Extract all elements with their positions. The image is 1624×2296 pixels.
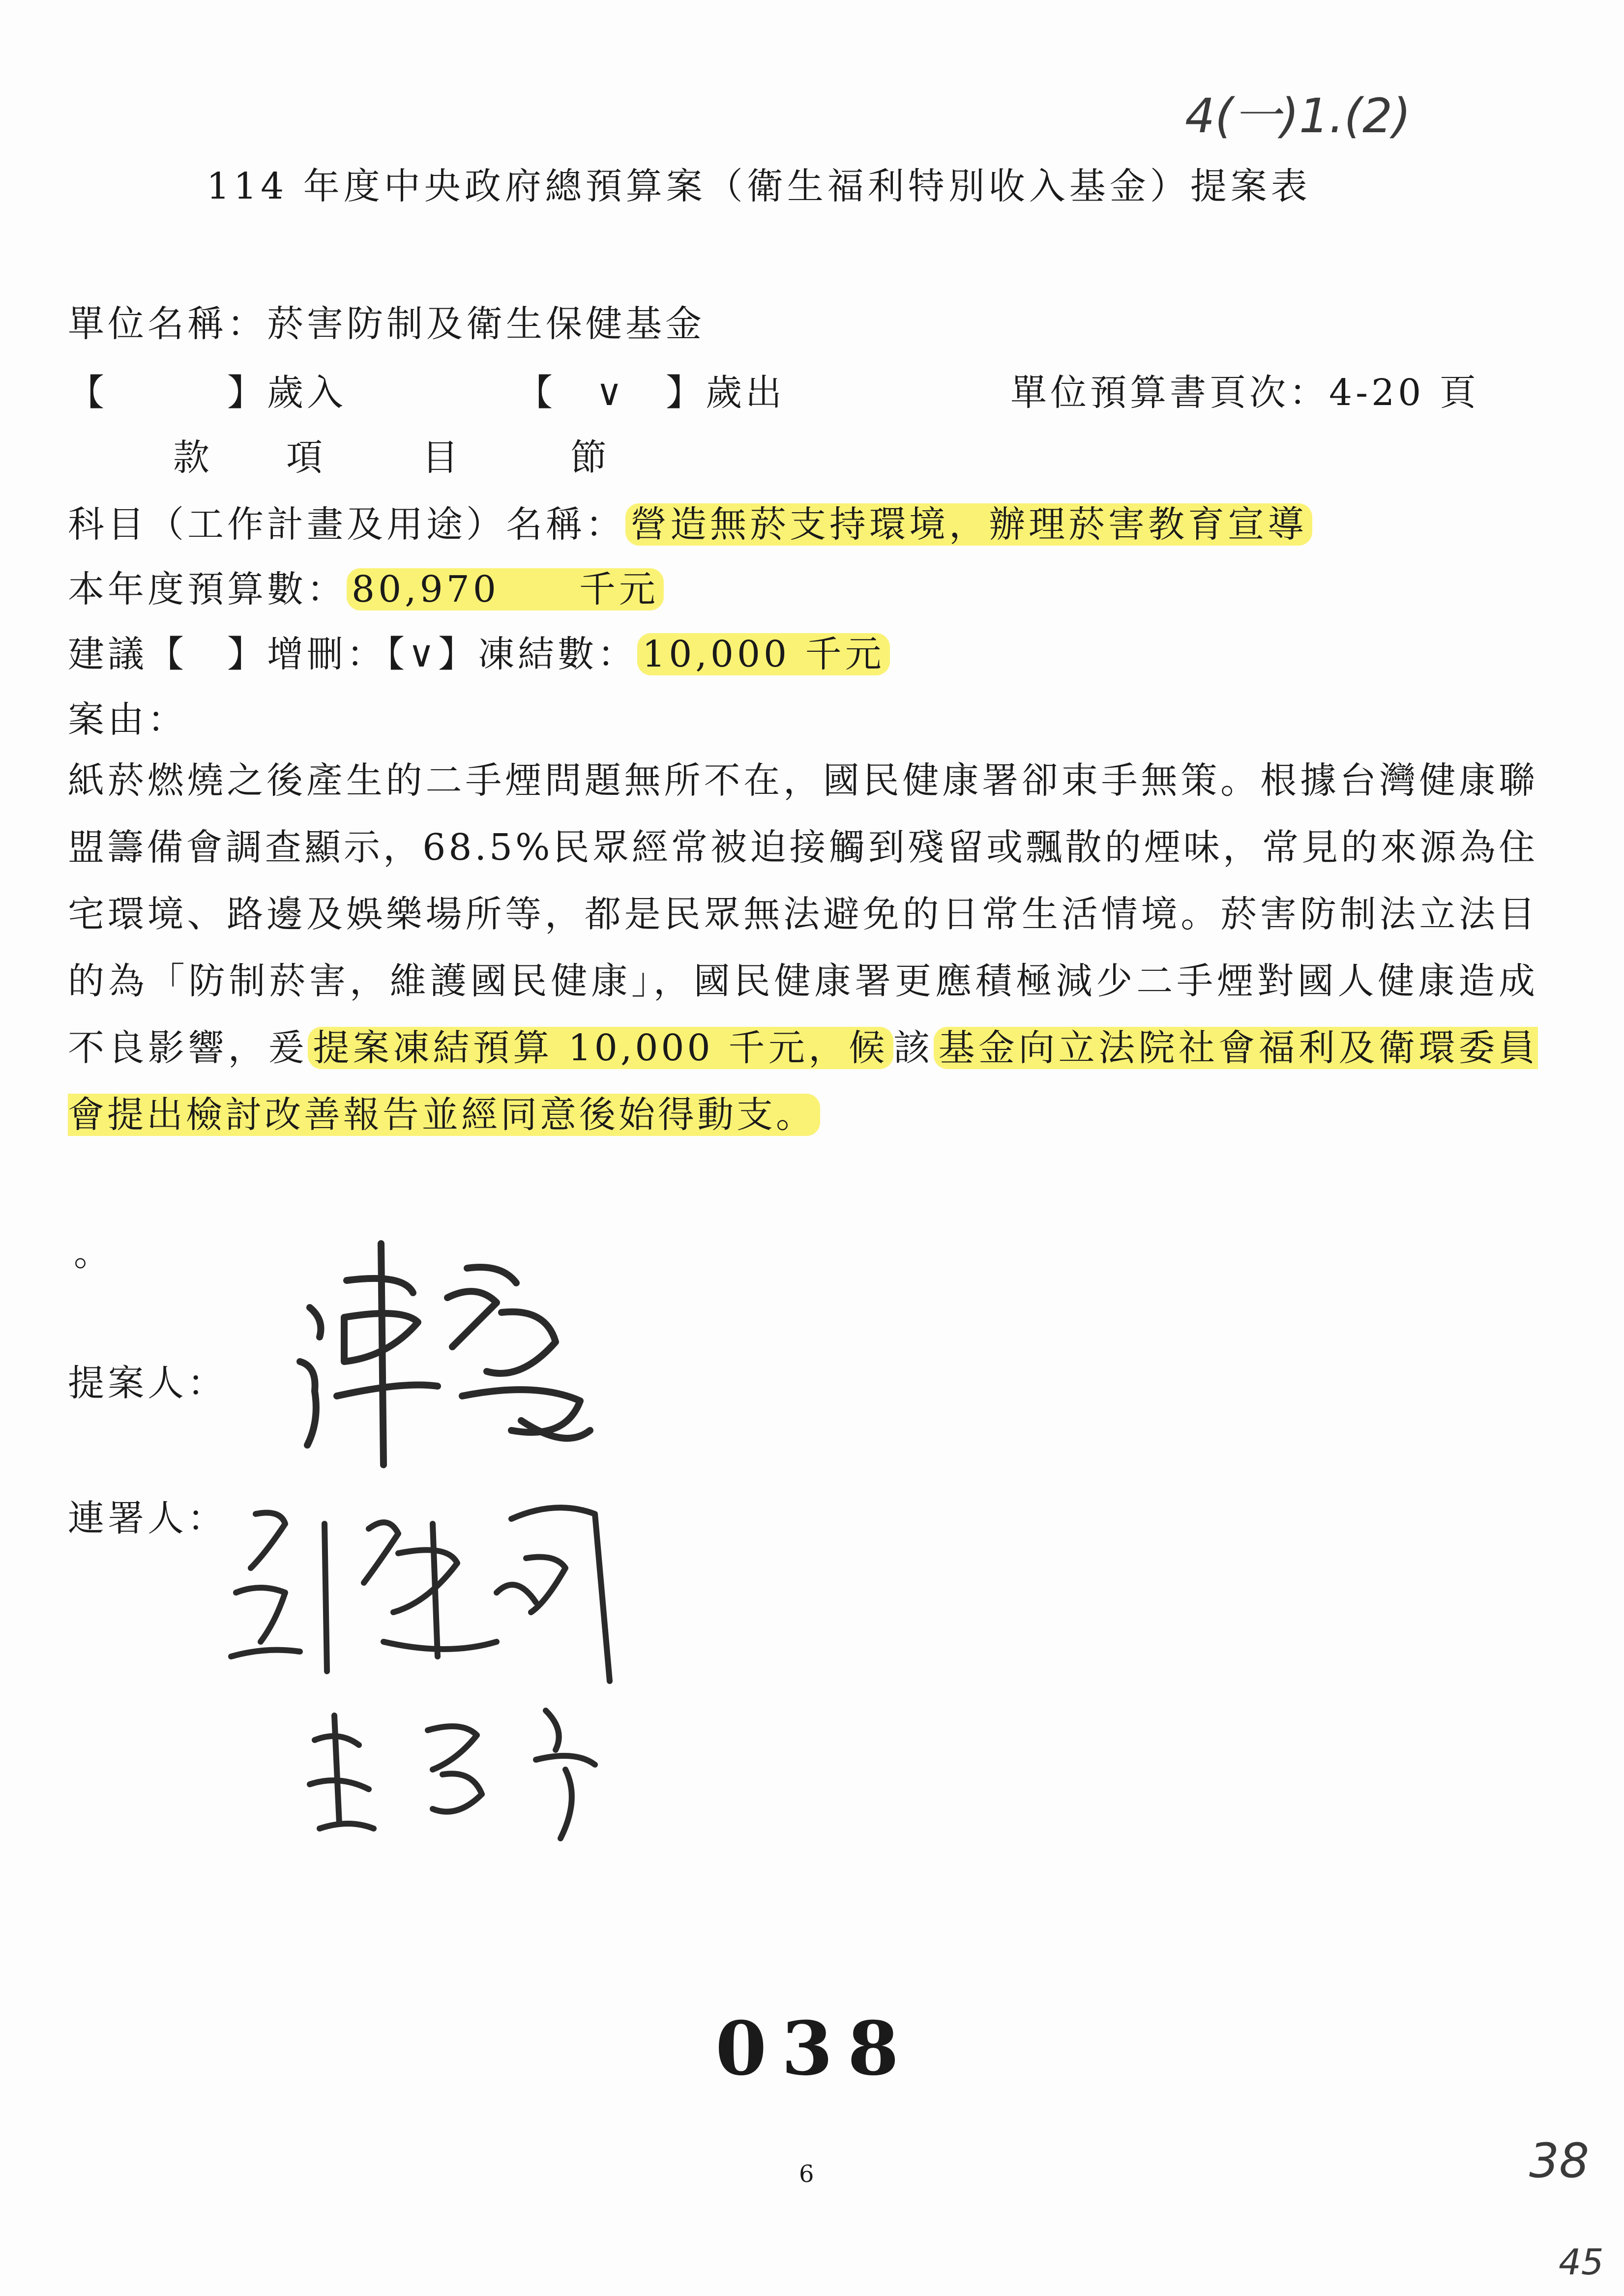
page-number: 6 [799,2160,814,2188]
classification-xiang: 項 [286,436,326,479]
document-title: 114 年度中央政府總預算案（衛生福利特別收入基金）提案表 [207,165,1311,207]
proposer-label: 提案人： [68,1362,227,1404]
classification-mu: 目 [422,436,462,479]
budget-label: 本年度預算數： [68,568,347,610]
subject-label: 科目（工作計畫及用途）名稱： [68,503,625,546]
budget-row [68,560,664,612]
unit-value: 菸害防制及衛生保健基金 [267,303,705,345]
stamp-number: 038 [715,2005,914,2092]
handwritten-corner-38: 38 [1529,2133,1590,2188]
subject-value: 營造無菸支持環境，辦理菸害教育宣導 [625,503,1312,546]
proposer-signature [290,1234,605,1491]
reason-text-part1: 紙菸燃燒之後產生的二手煙問題無所不在，國民健康署卻束手無策。根據台灣健康聯盟籌備會調查顯示，68.5%民眾經常被迫接觸到殘留或飄散的煙味，常見的來源為住宅環境、路邊及娛樂場所等，都是民眾無法避免的日常生活情境。菸害防制法立法目的為「防制菸害，維護國民健康」，國民健康署更應積極減少二手煙對國人健康造成不良影響，爰 [68,759,1538,1069]
handwritten-reference: 4(一)1.(2) [1185,88,1411,144]
reason-label: 案由： [68,698,187,741]
trailing-period: 。 [74,1232,114,1274]
budget-book-page-ref: 單位預算書頁次：4-20 頁 [1010,372,1479,414]
reason-body [68,747,1538,1148]
reason-highlight-freeze: 提案凍結預算 10,000 千元，候 [308,1027,893,1069]
subject-row [68,495,1312,548]
proposal-row [68,625,890,677]
classification-kuan: 款 [173,436,213,479]
revenue-checkbox: 【 】歲入 [68,372,347,414]
cosigner-label: 連署人： [68,1497,227,1540]
reason-highlight-condition: 基金向立法院社會福利及衛環委員會提出檢討改善報告並經同意後始得動支。 [68,1027,1538,1136]
freeze-amount: 10,000 千元 [637,633,889,675]
proposal-label: 建議【 】增刪：【∨】凍結數： [68,633,638,675]
budget-value: 80,970 千元 [347,568,664,610]
expense-checkbox: 【 ∨ 】歲出 [516,372,786,414]
unit-label: 單位名稱： [68,303,267,345]
unit-row [68,295,705,347]
cosigner-signature-2 [300,1701,615,1850]
reason-text-part2: 該 [893,1027,934,1069]
classification-jie: 節 [570,436,610,479]
cosigner-signature-1 [221,1494,644,1693]
handwritten-corner-45: 45 [1559,2241,1604,2283]
